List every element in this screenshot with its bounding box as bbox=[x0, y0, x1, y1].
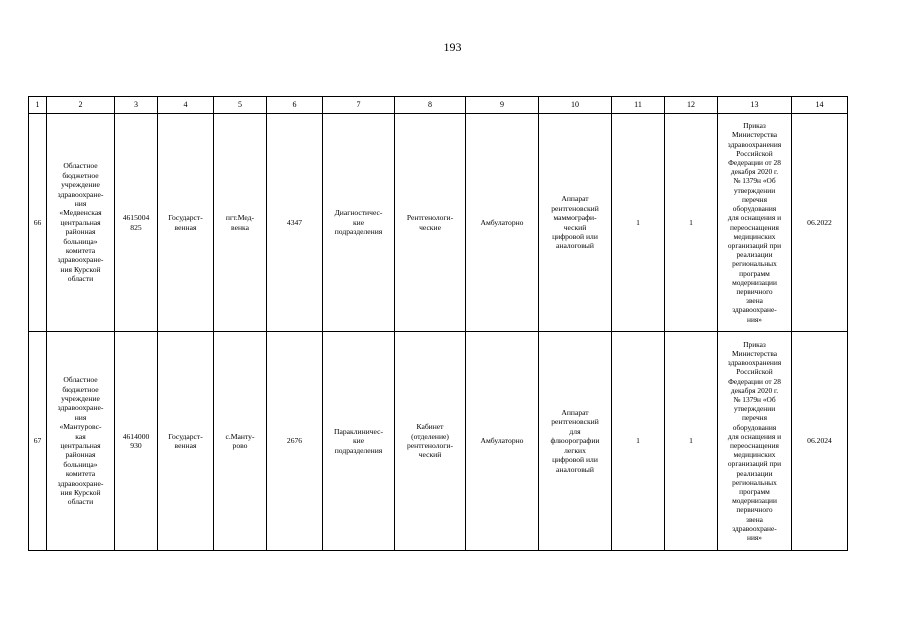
column-header: 2 bbox=[47, 97, 115, 114]
quantity-cell: 1 bbox=[612, 332, 665, 551]
ownership-cell: Государст- венная bbox=[158, 332, 214, 551]
population-cell: 4347 bbox=[267, 114, 323, 332]
care-form-cell: Амбулаторно bbox=[466, 114, 539, 332]
column-header: 12 bbox=[665, 97, 718, 114]
column-header: 7 bbox=[323, 97, 395, 114]
cabinet-cell: Кабинет (отделение) рентгенологи- ческий bbox=[395, 332, 466, 551]
division-cell: Диагностичес- кие подразделения bbox=[323, 114, 395, 332]
column-header: 4 bbox=[158, 97, 214, 114]
column-header: 8 bbox=[395, 97, 466, 114]
quantity-cell: 1 bbox=[665, 114, 718, 332]
column-header: 6 bbox=[267, 97, 323, 114]
quantity-cell: 1 bbox=[612, 114, 665, 332]
column-header: 5 bbox=[214, 97, 267, 114]
inn-cell: 4614000 930 bbox=[115, 332, 158, 551]
table-row bbox=[29, 114, 848, 332]
row-number-cell: 67 bbox=[29, 332, 47, 551]
table-row bbox=[29, 332, 848, 551]
equipment-cell: Аппарат рентгеновский для флюорографии легких цифровой или аналоговый bbox=[539, 332, 612, 551]
inn-cell: 4615004 825 bbox=[115, 114, 158, 332]
quantity-cell: 1 bbox=[665, 332, 718, 551]
population-cell: 2676 bbox=[267, 332, 323, 551]
column-header: 14 bbox=[792, 97, 848, 114]
column-header: 10 bbox=[539, 97, 612, 114]
date-cell: 06.2022 bbox=[792, 114, 848, 332]
division-cell: Параклиничес- кие подразделения bbox=[323, 332, 395, 551]
care-form-cell: Амбулаторно bbox=[466, 332, 539, 551]
locality-cell: пгт.Мед- венка bbox=[214, 114, 267, 332]
equipment-cell: Аппарат рентгеновский маммографи- ческий цифровой или аналоговый bbox=[539, 114, 612, 332]
locality-cell: с.Манту- рово bbox=[214, 332, 267, 551]
table-header-row bbox=[29, 97, 848, 114]
page-number: 193 bbox=[443, 40, 462, 54]
column-header: 3 bbox=[115, 97, 158, 114]
column-header: 13 bbox=[718, 97, 792, 114]
ownership-cell: Государст- венная bbox=[158, 114, 214, 332]
column-header: 9 bbox=[466, 97, 539, 114]
column-header: 11 bbox=[612, 97, 665, 114]
organization-cell: Областное бюджетное учреждение здравоохране- ния «Медвенская центральная районная больница» комитета здравоохране- ния Курской области bbox=[47, 114, 115, 332]
cabinet-cell: Рентгенологи- ческие bbox=[395, 114, 466, 332]
legal-document-cell: Приказ Министерства здравоохранения Российской Федерации от 28 декабря 2020 г. № 1379н «Об утверждении перечня оборудования для оснащения и переоснащения медицинских организаций при реализации региональных программ модернизации первичного звена здравоохране- ния» bbox=[718, 114, 792, 332]
legal-document-cell: Приказ Министерства здравоохранения Российской Федерации от 28 декабря 2020 г. № 1379н «Об утверждении перечня оборудования для оснащения и переоснащения медицинских организаций при реализации региональных программ модернизации первичного звена здравоохране- ния» bbox=[718, 332, 792, 551]
equipment-table bbox=[28, 96, 848, 551]
row-number-cell: 66 bbox=[29, 114, 47, 332]
organization-cell: Областное бюджетное учреждение здравоохране- ния «Мантуровс- кая центральная районная больница» комитета здравоохране- ния Курской области bbox=[47, 332, 115, 551]
date-cell: 06.2024 bbox=[792, 332, 848, 551]
column-header: 1 bbox=[29, 97, 47, 114]
